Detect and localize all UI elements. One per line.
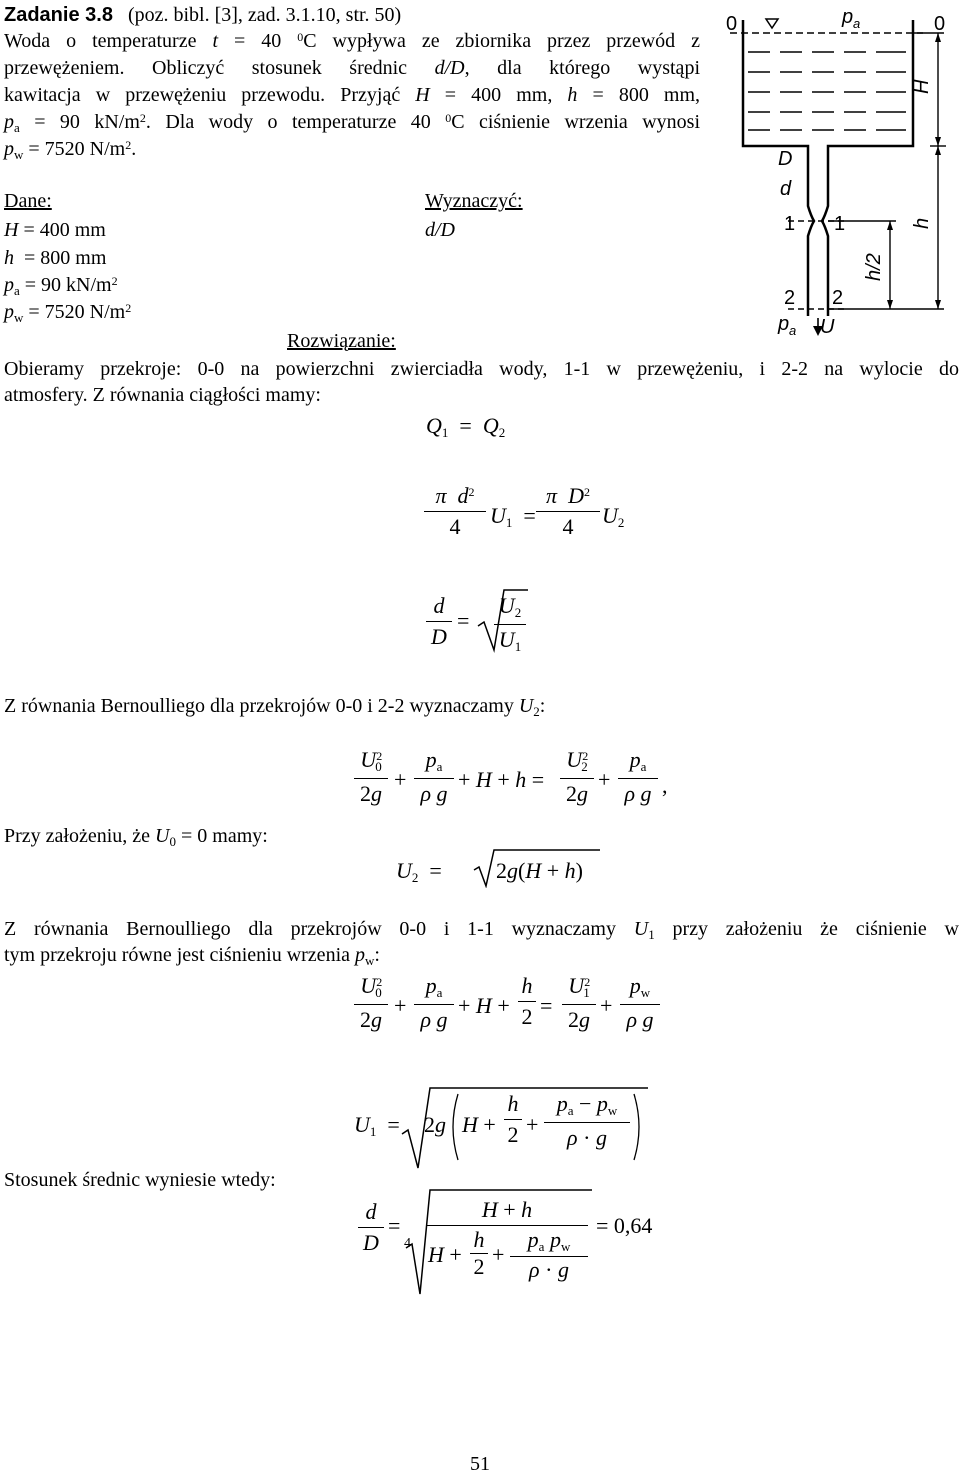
solution-line-1: Obieramy przekroje: 0-0 na powierzchni zwierciadła wody, 1-1 w przewężeniu, i 2-2 na wylocie do <box>4 358 959 380</box>
problem-title: Zadanie 3.8 <box>4 4 113 26</box>
eq-continuity: $Q_1 = Q_2$ <box>426 413 506 440</box>
figure-label-h2: h/2 <box>863 253 885 281</box>
solution-line-2: atmosfery. Z równania ciągłości mamy: <box>4 384 321 406</box>
eq-final-lhs: d D <box>358 1198 384 1257</box>
svg-text:p: p <box>778 313 790 335</box>
figure-label-2-left: 2 <box>784 287 796 309</box>
eq-b1-t2: $p_a$ ρ g <box>414 746 454 808</box>
solution-line-7: Stosunek średnic wyniesie wtedy: <box>4 1169 276 1191</box>
given-h: h = 800 mm <box>4 247 107 269</box>
eq-b2-t1: $U^2_0$ 2g <box>354 972 388 1034</box>
figure-label-U: U <box>820 316 835 338</box>
figure-label-h: h <box>911 217 933 229</box>
problem-header <box>4 3 401 27</box>
page-number: 51 <box>470 1453 490 1475</box>
eq-b2-t2: $p_a$ ρ g <box>414 972 454 1034</box>
figure-label-H: H <box>911 79 933 94</box>
problem-reference: (poz. bibl. [3], zad. 3.1.10, str. 50) <box>127 4 402 26</box>
solution-line-5: Z równania Bernoulliego dla przekrojów 0-0 i 1-1 wyznaczamy $U_1$ przy założeniu że ciśnienie w <box>4 918 959 942</box>
figure-label-pa: p <box>842 6 854 28</box>
eq-b2-t4: $U^2_1$ 2g <box>562 972 596 1034</box>
eq-b1-t1: $U^2_0$ 2g <box>354 746 388 808</box>
figure-label-0-left: 0 <box>726 13 738 35</box>
eq-b2-t5: $p_w$ ρ g <box>620 972 660 1034</box>
figure-label-2-right: 2 <box>832 287 844 309</box>
find-label: Wyznaczyć: <box>425 190 523 212</box>
problem-line-5: $p_w = 7520$ $N/m^2$. <box>4 138 137 162</box>
eq-area-left: π $d^2$ 4 <box>424 482 486 541</box>
eq-U2: $U_2$ = <box>396 858 442 885</box>
tank-figure <box>718 6 960 338</box>
figure-label-1-left: 1 <box>784 213 796 235</box>
figure-label-0-right: 0 <box>934 13 946 35</box>
eq-b1-t4: $p_a$ ρ g <box>618 746 658 808</box>
solution-line-3: Z równania Bernoulliego dla przekrojów 0-0 i 2-2 wyznaczamy $U_2$: <box>4 695 546 719</box>
eq-area-right: π $D^2$ 4 <box>536 482 600 541</box>
given-pw: $p_w = 7520$ $N/m^2$ <box>4 301 132 325</box>
problem-line-4: $p_a = 90$ $kN/m^2$. Dla wody o temperaturze 40 $^0$C ciśnienie wrzenia wynosi <box>4 111 700 135</box>
eq-ratio-lhs: d D <box>426 592 452 651</box>
problem-line-3: kawitacja w przewężeniu przewodu. Przyjąć H = 400 mm, h = 800 mm, <box>4 84 700 106</box>
eq-final-result: = 0,64 <box>596 1213 653 1238</box>
solution-line-6: tym przekroju równe jest ciśnieniu wrzenia $p_w$: <box>4 944 380 968</box>
eq-b2-t3: h 2 <box>518 972 536 1031</box>
eq-ratio-rhs: $U_2$ $U_1$ <box>494 592 526 657</box>
problem-line-1: Woda o temperaturze t = 40 $^0$C wypływa ze zbiornika przez przewód z <box>4 30 701 52</box>
given-label: Dane: <box>4 190 52 212</box>
solution-label: Rozwiązanie: <box>287 330 396 352</box>
figure-label-1-right: 1 <box>834 213 846 235</box>
svg-text:a: a <box>789 323 797 338</box>
given-pa: $p_a = 90$ $kN/m^2$ <box>4 274 118 298</box>
figure-label-D: D <box>778 148 793 170</box>
given-H: H = 400 mm <box>4 219 106 241</box>
figure-label-d: d <box>780 178 792 200</box>
problem-line-2: przewężeniem. Obliczyć stosunek średnic d/D, dla którego wystąpi <box>4 57 700 79</box>
solution-line-4: Przy założeniu, że $U_0 = 0$ mamy: <box>4 825 268 849</box>
eq-final-fraction: H + h H + h 2 + $p_a$ $p_w$ ρ · g <box>426 1196 588 1283</box>
root-index: 4 <box>404 1236 411 1251</box>
eq-U1: $U_1$ = <box>354 1112 400 1139</box>
find-value: d/D <box>425 219 455 241</box>
svg-text:a: a <box>853 16 861 31</box>
eq-b1-t3: $U^2_2$ 2g <box>560 746 594 808</box>
